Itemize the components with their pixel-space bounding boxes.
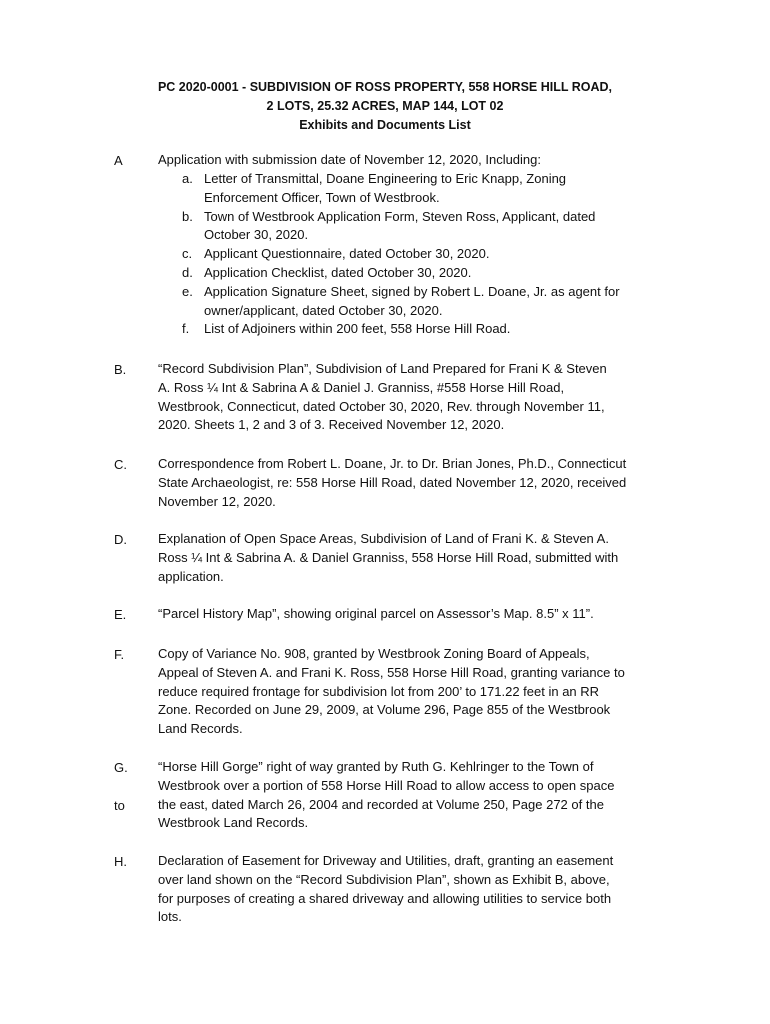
exhibit-a-sublist [0,170,770,339]
exhibit-letter: B. [114,362,127,377]
title-line-3: Exhibits and Documents List [299,118,471,132]
exhibit-text: Copy of Variance No. 908, granted by Westbrook Zoning Board of Appeals, Appeal of Steven A. and Frani K. Ross, 558 Horse Hill Road, granting variance to reduce required frontage for subdivision lot from 200’ to 171.22 feet in an RR Zone. Recorded on June 29, 2009, at Volume 296, Page 855 of the Westbrook Land Records. [158,646,625,737]
title-line-2: 2 LOTS, 25.32 ACRES, MAP 144, LOT 02 [266,99,504,113]
exhibit-text: Correspondence from Robert L. Doane, Jr. to Dr. Brian Jones, Ph.D., Connecticut State Archaeologist, re: 558 Horse Hill Road, dated November 12, 2020, received November 12, 2020. [158,456,627,509]
exhibit-letter: E. [114,607,127,622]
list-item: b. Town of Westbrook Application Form, Steven Ross, Applicant, dated October 30, 2020. [182,208,596,243]
title-line-1: PC 2020-0001 - SUBDIVISION OF ROSS PROPERTY, 558 HORSE HILL ROAD, [157,80,613,94]
document-title [0,78,770,135]
exhibit-text: Explanation of Open Space Areas, Subdivision of Land of Frani K. & Steven A. Ross ¼ Int & Sabrina A. & Daniel Granniss, 558 Horse Hill Road, submitted with application. [158,531,619,584]
list-item: c. Applicant Questionnaire, dated October 30, 2020. [182,246,490,262]
exhibit-letter: D. [114,532,127,547]
exhibit-letter: A [114,153,123,168]
list-item: d. Application Checklist, dated October 30, 2020. [182,264,472,280]
exhibit-text: “Record Subdivision Plan”, Subdivision of Land Prepared for Frani K & Steven A. Ross ¼ Int & Sabrina A & Daniel J. Granniss, #558 Horse Hill Road, Westbrook, Connecticut, dated October 30, 2020, Rev. through November 11, 2020. Sheets 1, 2 and 3 of 3. Received November 12, 2020. [158,361,607,433]
exhibit-letter: G. [114,760,128,775]
exhibit-text: Application with submission date of November 12, 2020, Including: [158,152,541,167]
exhibit-text: Declaration of Easement for Driveway and Utilities, draft, granting an easement over land shown on the “Record Subdivision Plan”, shown as Exhibit B, above, for purposes of creating a shared driveway and allowing utilities to service both lots. [158,853,614,925]
list-item: f. List of Adjoiners within 200 feet, 558 Horse Hill Road. [182,321,511,337]
exhibit-text: “Parcel History Map”, showing original parcel on Assessor’s Map. 8.5” x 11”. [158,606,594,621]
exhibit-letter: F. [114,647,125,662]
exhibit-letter-extra: to [114,798,125,813]
exhibit-letter: C. [114,457,127,472]
list-item: a. Letter of Transmittal, Doane Engineering to Eric Knapp, Zoning Enforcement Officer, Town of Westbrook. [182,171,567,205]
list-item: e. Application Signature Sheet, signed by Robert L. Doane, Jr. as agent for owner/applicant, dated October 30, 2020. [182,283,620,318]
exhibit-text: “Horse Hill Gorge” right of way granted by Ruth G. Kehlringer to the Town of Westbrook over a portion of 558 Horse Hill Road to allow access to open space the east, dated March 26, 2004 and recorded at Volume 250, Page 272 of the Westbrook Land Records. [158,759,615,831]
exhibit-letter: H. [114,854,127,869]
